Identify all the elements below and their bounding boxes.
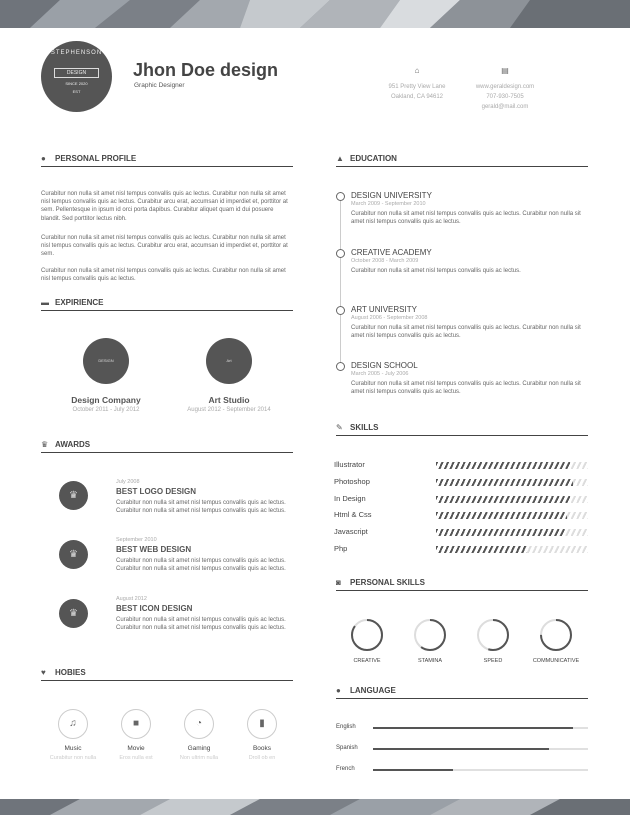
logo-line3: EST <box>72 89 81 94</box>
award-item <box>116 596 292 632</box>
camera-icon: ■ <box>121 709 151 739</box>
experience-item <box>169 338 289 413</box>
home-icon: ⌂ <box>414 66 420 75</box>
language-name: English <box>336 724 356 730</box>
trophy-icon: ♛ <box>41 440 49 449</box>
hobby-item <box>43 709 103 761</box>
language-row <box>336 724 588 734</box>
award-text: Curabitur non nulla sit amet nisl tempus convallis quis ac lectus. Curabitur non nulla sit amet nisl tempus convallis quis ac lectus. <box>116 500 286 515</box>
skill-name: Javascript <box>334 527 368 536</box>
education-school: ART UNIVERSITY <box>351 305 417 314</box>
skill-row <box>334 477 588 489</box>
logo-badge <box>41 41 112 112</box>
hobby-item <box>106 709 166 761</box>
award-title: BEST LOGO DESIGN <box>116 487 197 496</box>
language-section-header <box>336 685 588 699</box>
hobby-sub: Curabitur non nulla <box>49 755 97 761</box>
education-item <box>351 248 591 275</box>
language-bar <box>373 727 588 729</box>
user-icon: ● <box>41 154 46 163</box>
experience-section-header <box>41 297 293 311</box>
hobby-name: Books <box>252 745 272 752</box>
hobby-item <box>232 709 292 761</box>
coffee-icon: ◙ <box>336 578 341 587</box>
email-link[interactable]: gerald@mail.com <box>481 104 529 110</box>
speech-bubble-icon: ● <box>336 686 341 695</box>
profile-paragraph: Curabitur non nulla sit amet nisl tempus convallis quis ac lectus. Curabitur non nulla sit amet nisl tempus convallis quis ac lectus. Curabitur arcu erat, accumsan id imperdiet et, porttitor at sem. <box>41 235 288 258</box>
person-role: Graphic Designer <box>134 82 185 89</box>
personal-skill-name: CREATIVE <box>353 658 381 664</box>
education-school: CREATIVE ACADEMY <box>351 248 432 257</box>
award-text: Curabitur non nulla sit amet nisl tempus convallis quis ac lectus. Curabitur non nulla sit amet nisl tempus convallis quis ac lectus. <box>116 558 286 573</box>
skill-bar <box>436 462 588 469</box>
profile-section-header <box>41 153 293 167</box>
award-item <box>116 479 292 515</box>
award-date: August 2012 <box>116 596 147 602</box>
flask-icon: ▲ <box>336 154 344 163</box>
skill-bar <box>436 479 588 486</box>
language-row <box>336 766 588 776</box>
hobby-sub: Eros nulla est <box>119 755 153 761</box>
language-bar <box>373 769 588 771</box>
skill-name: In Design <box>334 494 366 503</box>
award-title: BEST WEB DESIGN <box>116 545 192 554</box>
timeline-dot <box>336 249 345 258</box>
hobby-sub: Non ultrim nulla <box>179 755 219 761</box>
skill-bar <box>436 546 588 553</box>
address-line2: Oakland, CA 94612 <box>390 94 444 100</box>
education-school: DESIGN SCHOOL <box>351 361 418 370</box>
education-timeline <box>340 200 341 368</box>
skill-bar <box>436 512 588 519</box>
experience-item <box>46 338 166 413</box>
awards-title: AWARDS <box>55 440 91 449</box>
award-title: BEST ICON DESIGN <box>116 604 193 613</box>
address-line1: 951 Pretty View Lane <box>388 84 446 90</box>
experience-date: August 2012 - September 2014 <box>187 407 271 413</box>
pacman-icon: ◔ <box>184 709 214 739</box>
logo-line2: SINCE 2020 <box>65 81 88 86</box>
award-text: Curabitur non nulla sit amet nisl tempus convallis quis ac lectus. Curabitur non nulla sit amet nisl tempus convallis quis ac lectus. <box>116 617 286 632</box>
personal-skill-ring <box>476 618 510 652</box>
skill-row <box>334 527 588 539</box>
skill-bar <box>436 529 588 536</box>
skill-bar <box>436 496 588 503</box>
company-logo: DESIGN <box>83 338 129 384</box>
personal-skill-item <box>463 618 523 664</box>
language-name: French <box>336 766 355 772</box>
logo-ribbon: DESIGN <box>54 68 99 78</box>
personal-skill-ring <box>350 618 384 652</box>
experience-title-text: Design Company <box>71 395 141 405</box>
education-text: Curabitur non nulla sit amet nisl tempus convallis quis ac lectus. Curabitur non nulla sit amet nisl tempus convallis quis ac lectus. <box>351 211 581 226</box>
timeline-dot <box>336 192 345 201</box>
education-item <box>351 305 591 340</box>
personal-skills-section-header <box>336 577 588 591</box>
trophy-icon: ♛ <box>59 481 88 510</box>
skill-name: Php <box>334 544 348 553</box>
person-name: Jhon Doe design <box>133 60 279 80</box>
headphones-icon: ♫ <box>58 709 88 739</box>
footer-decoration-band <box>0 799 630 815</box>
skill-name: Illustrator <box>334 460 365 469</box>
skill-row <box>334 510 588 522</box>
skills-section-header <box>336 422 588 436</box>
web-contact-block <box>460 65 550 112</box>
experience-date: October 2011 - July 2012 <box>72 407 140 413</box>
logo-line1: STEPHENSON <box>50 50 103 56</box>
skill-name: Html & Css <box>334 510 372 519</box>
trophy-icon: ♛ <box>59 599 88 628</box>
printer-icon: ▤ <box>501 66 509 75</box>
timeline-dot <box>336 306 345 315</box>
personal-skill-name: STAMINA <box>417 658 443 664</box>
hobby-sub: Droll ob en <box>248 755 276 761</box>
profile-paragraph: Curabitur non nulla sit amet nisl tempus convallis quis ac lectus. Curabitur non nulla sit amet nisl tempus convallis quis ac lectus. <box>41 268 286 283</box>
education-text: Curabitur non nulla sit amet nisl tempus convallis quis ac lectus. <box>351 268 521 274</box>
language-row <box>336 745 588 755</box>
education-date: March 2009 - September 2010 <box>351 201 426 207</box>
hobby-name: Gaming <box>187 745 211 752</box>
education-date: August 2006 - September 2008 <box>351 315 428 321</box>
experience-title-text: Art Studio <box>208 395 250 405</box>
award-date: July 2008 <box>116 479 140 485</box>
personal-skill-item <box>526 618 586 664</box>
experience-title: EXPIRIENCE <box>55 298 104 307</box>
education-item <box>351 361 591 396</box>
address-block <box>372 65 462 102</box>
profile-title: PERSONAL PROFILE <box>55 154 137 163</box>
personal-skill-item <box>337 618 397 664</box>
phone-number: 707-930-7505 <box>486 94 524 100</box>
personal-skill-ring <box>413 618 447 652</box>
education-text: Curabitur non nulla sit amet nisl tempus convallis quis ac lectus. Curabitur non nulla sit amet nisl tempus convallis quis ac lectus. <box>351 381 581 396</box>
book-icon: ▮ <box>247 709 277 739</box>
tools-icon: ✎ <box>336 423 343 432</box>
award-item <box>116 537 292 573</box>
skill-row <box>334 494 588 506</box>
language-bar <box>373 748 588 750</box>
language-title: LANGUAGE <box>350 686 396 695</box>
heart-icon: ♥ <box>41 668 46 677</box>
personal-skill-name: SPEED <box>483 658 503 664</box>
education-date: March 2005 - July 2006 <box>351 371 409 377</box>
education-section-header <box>336 153 588 167</box>
education-text: Curabitur non nulla sit amet nisl tempus convallis quis ac lectus. Curabitur non nulla sit amet nisl tempus convallis quis ac lectus. <box>351 325 581 340</box>
personal-skills-title: PERSONAL SKILLS <box>350 578 425 587</box>
header-decoration-band <box>0 0 630 28</box>
hobby-item <box>169 709 229 761</box>
award-date: September 2010 <box>116 537 157 543</box>
company-logo: Art <box>206 338 252 384</box>
hobbies-section-header <box>41 667 293 681</box>
website-link[interactable]: www.geraldesign.com <box>475 84 535 90</box>
skill-row <box>334 460 588 472</box>
education-title: EDUCATION <box>350 154 397 163</box>
hobby-name: Music <box>64 745 82 752</box>
trophy-icon: ♛ <box>59 540 88 569</box>
skills-title: SKILLS <box>350 423 379 432</box>
education-school: DESIGN UNIVERSITY <box>351 191 432 200</box>
awards-section-header <box>41 439 293 453</box>
language-name: Spanish <box>336 745 358 751</box>
hobby-name: Movie <box>127 745 145 752</box>
profile-paragraph: Curabitur non nulla sit amet nisl tempus convallis quis ac lectus. Curabitur non nulla sit amet nisl tempus convallis quis ac lectus. Curabitur arcu erat, accumsan id imperdiet et, porttitor at sem. Pellentesque in ipsum id orci porta dapibus. Curabitur aliquet quam id dui posuere blandit. Sed porttitor lectus nibh. <box>41 191 288 222</box>
personal-skill-ring <box>539 618 573 652</box>
skill-name: Photoshop <box>334 477 370 486</box>
hobbies-title: HOBIES <box>55 668 86 677</box>
timeline-dot <box>336 362 345 371</box>
personal-skill-item <box>400 618 460 664</box>
education-item <box>351 191 591 226</box>
personal-skill-name: COMMUNICATIVE <box>532 658 580 664</box>
education-date: October 2008 - March 2009 <box>351 258 419 264</box>
briefcase-icon: ▬ <box>41 298 49 307</box>
skill-row <box>334 544 588 556</box>
